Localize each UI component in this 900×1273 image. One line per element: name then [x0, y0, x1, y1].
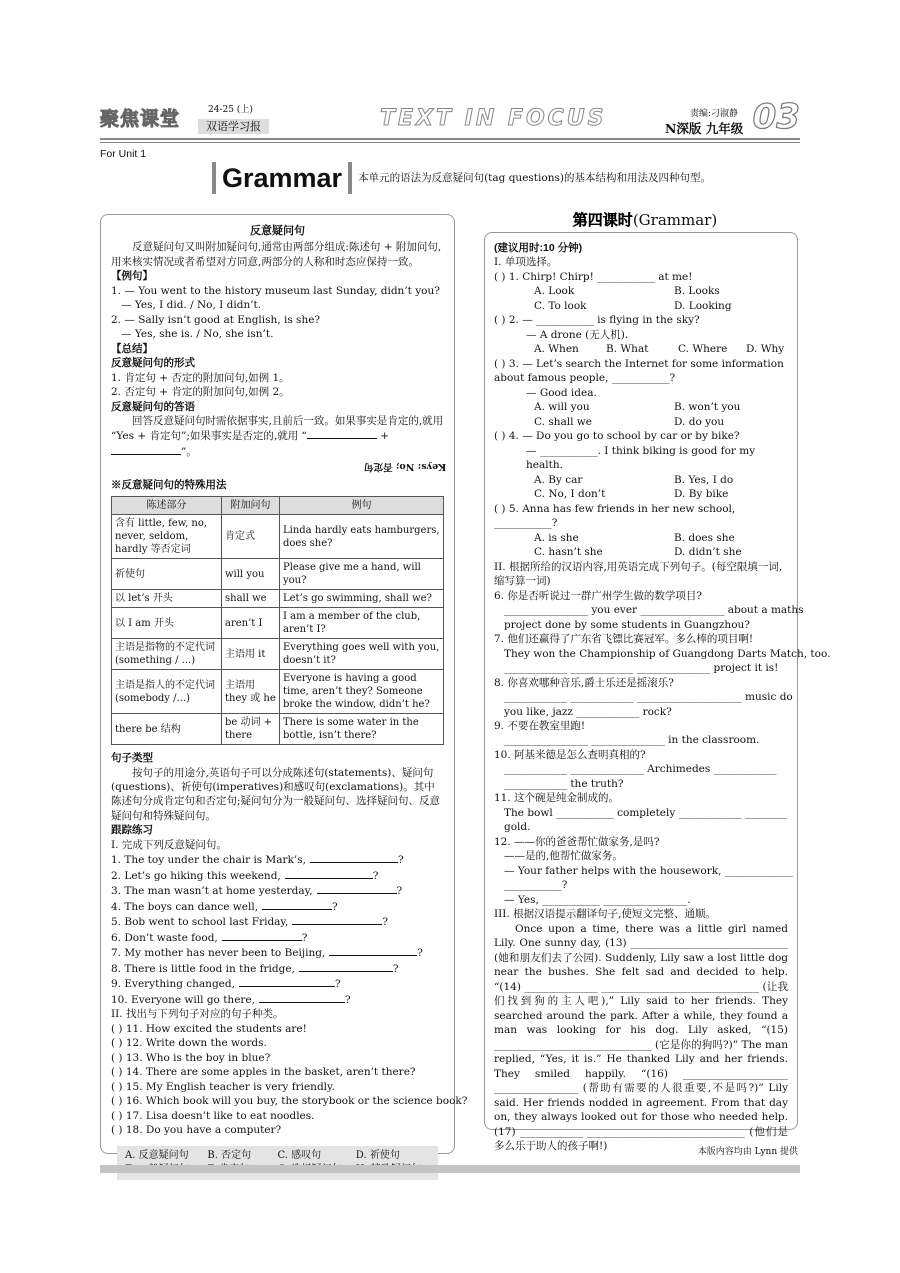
exercise-text: 6. Don’t waste food, [111, 931, 218, 944]
exercise-item: 10. Everyone will go there, ? [111, 993, 351, 1006]
translation-line: ____________ ______________ Archimedes ____________ [504, 763, 777, 776]
section-title: TEXT IN FOCUS [380, 106, 607, 131]
section1-heading: I. 单项选择。 [494, 256, 558, 269]
answer-blank [222, 930, 302, 941]
exercise-text: 2. Let’s go hiking this weekend, [111, 869, 281, 882]
translation-line: you like, jazz ____________ rock? [504, 705, 672, 718]
translation-line: They won the Championship of Guangdong Darts Match, too. [504, 647, 831, 660]
table-cell: 祈使句 [112, 559, 222, 590]
exercise-text: 4. The boys can dance well, [111, 900, 259, 913]
mc-question: ( ) 4. — Do you go to school by car or by bike? [494, 430, 740, 443]
exercise-text: 1. The toy under the chair is Mark’s, [111, 854, 306, 867]
header-rule-thin [100, 142, 800, 143]
grammar-banner [212, 160, 711, 196]
answer-blank [317, 883, 397, 894]
mc-option: B. Looks [674, 285, 720, 298]
table-cell: Let’s go swimming, shall we? [280, 590, 444, 608]
legend-item: D. 祈使句 [355, 1149, 400, 1161]
mc-option: D. do you [674, 415, 725, 428]
passage: Once upon a time, there was a little girl named Lily. One sunny day, (13) ______________________________ (她和朋友们去了公园). Suddenly, Lily saw a lost little dog near the bushes. She felt sad and decided to help. “(14) ______________ ______________________________ (让我们找到狗的主人吧),” Lily said to her friends. They searched around the park. After a while, they found a man was looking for his dog. Lily asked, “(15) ______________________________ (它是你的狗吗?)” The man replied, “Yes, it is.” He thanked Lily and her friends. They smiled happily. “(16) ____________________ ________________ (帮助有需要的人很重要,不是吗?)” Lily said. Her friends nodded in agreement. From that day on, they always looked out for those who needed help. (17) ____________ ______________________________ (他们是多么乐于助人的孩子啊!) [494, 922, 788, 1153]
translation-prompt: 9. 不要在教室里跑! [494, 719, 586, 732]
table-cell: be 动词 + there [222, 714, 280, 745]
table-cell: Linda hardly eats hamburgers, does she? [280, 515, 444, 559]
banner-title: Grammar [222, 163, 343, 193]
paper-name: 双语学习报 [198, 119, 269, 134]
table-cell: there be 结构 [112, 714, 222, 745]
example-line: 2. — Sally isn’t good at English, is she? [111, 313, 321, 326]
exercise-item: ( ) 11. How excited the students are! [111, 1022, 307, 1035]
mc-options [494, 400, 788, 429]
table-cell: 主语是指物的不定代词(something / ...) [112, 639, 222, 670]
translation-line: ________________ you ever ________________ about a maths [504, 604, 804, 617]
table-cell: 以 let’s 开头 [112, 590, 222, 608]
mc-option: B. does she [674, 531, 735, 544]
form-line: 1. 肯定句 + 否定的附加问句,如例 1。 [111, 371, 290, 384]
mc-options [494, 531, 788, 560]
example-line: — Yes, she is. / No, she isn’t. [121, 328, 274, 341]
mc-options [494, 473, 788, 502]
exercise-text: 9. Everything changed, [111, 978, 235, 991]
mc-option: A. will you [534, 401, 590, 414]
translation-line: project done by some students in Guangzhou? [504, 618, 750, 631]
table-cell: Everyone is having a good time, aren’t they? Someone broke the window, didn’t he? [280, 670, 444, 714]
exercise-item: ( ) 16. Which book will you buy, the storybook or the science book? [111, 1095, 468, 1108]
answer-blank [292, 914, 382, 925]
answer-text-b: ”。 [181, 445, 197, 458]
table-cell: 以 I am 开头 [112, 608, 222, 639]
answer-blank [259, 992, 345, 1003]
table-row [112, 670, 444, 714]
mc-question: ( ) 2. — ___________ is flying in the sky? [494, 314, 700, 327]
legend-item: C. 感叹句 [277, 1149, 322, 1161]
answer-blank [239, 976, 335, 987]
exercise-item: 7. My mother has never been to Beijing, ? [111, 947, 423, 960]
exercise-text: 7. My mother has never been to Beijing, [111, 947, 326, 960]
table-cell: Everything goes well with you, doesn’t it? [280, 639, 444, 670]
table-row [112, 515, 444, 559]
exercise-text: 3. The man wasn’t at home yesterday, [111, 885, 313, 898]
translation-list [494, 589, 831, 908]
translation-prompt: 6. 你是否听说过一群广州学生做的数学项目? [494, 589, 702, 602]
mc-option: A. When [534, 343, 579, 356]
footer-bar [100, 1165, 800, 1173]
mc-options [494, 284, 788, 313]
brand-logo: 聚焦课堂 [100, 108, 181, 130]
exercise-item: 3. The man wasn’t at home yesterday, ? [111, 885, 403, 898]
mc-options [494, 342, 788, 356]
answer-blank [285, 868, 373, 879]
exercise-item: ( ) 18. Do you have a computer? [111, 1124, 282, 1137]
translation-prompt: 11. 这个碗是纯金制成的。 [494, 792, 620, 805]
table-cell: 主语是指人的不定代词(somebody /...) [112, 670, 222, 714]
translation-line: — Yes, ___________ ________________. [504, 893, 691, 906]
translation-prompt: 7. 他们还赢得了广东省飞镖比赛冠军。多么棒的项目啊! [494, 633, 754, 646]
translation-line: ——是的,他帮忙做家务。 [504, 850, 623, 863]
exercise-item: 5. Bob went to school last Friday, ? [111, 916, 388, 929]
exercise-item: 9. Everything changed, ? [111, 978, 341, 991]
mc-option: A. By car [534, 473, 583, 486]
mc-option: C. shall we [534, 415, 593, 428]
mc-response: — Good idea. [526, 386, 597, 399]
example-line: 1. — You went to the history museum last Sunday, didn’t you? [111, 284, 440, 297]
editor-label: 责编:刁淑静 [690, 109, 739, 119]
time-hint: (建议用时:10 分钟) [494, 242, 583, 254]
masthead [100, 97, 800, 142]
part2-heading: II. 找出与下列句子对应的句子种类。 [111, 1008, 284, 1021]
exercise-item: 4. The boys can dance well, ? [111, 900, 338, 913]
table-row [112, 590, 444, 608]
sentence-types-text: 按句子的用途分,英语句子可以分成陈述句(statements)、疑问句(questions)、祈使句(imperatives)和感叹句(exclamations)。其中陈述句分成肯定句和否定句;疑问句分为一般疑问句、选择疑问句、反意疑问句和特殊疑问句。 [111, 766, 441, 822]
translation-line: ________________ ______________ in the classroom. [504, 734, 760, 747]
translation-line: gold. [504, 821, 531, 834]
mc-option: B. What [606, 343, 649, 356]
translation-line: The bowl ___________ completely ____________ ________ [504, 806, 787, 819]
table-header: 陈述部分 [112, 497, 222, 515]
page-number: 03 [752, 97, 800, 137]
answer-blank [307, 428, 377, 439]
mc-option: D. didn’t she [674, 546, 742, 559]
mc-option: B. Yes, I do [674, 473, 734, 486]
mc-option: C. Where [678, 343, 728, 356]
part2-list [111, 1022, 468, 1138]
practice-heading: 跟踪练习 [111, 824, 153, 837]
mc-option: D. Looking [674, 299, 732, 312]
translation-line: ___________? [504, 879, 568, 892]
banner-bar-right [348, 162, 352, 194]
legend-item: B. 否定句 [207, 1149, 252, 1161]
issue-label: 24-25 (上) [208, 105, 253, 115]
translation-prompt: 10. 阿基米德是怎么查明真相的? [494, 748, 646, 761]
mc-response: — ___________. I think biking is good for my health. [526, 444, 756, 472]
exercise-item: ( ) 12. Write down the words. [111, 1037, 267, 1050]
exercise-item: ( ) 15. My English teacher is very friendly. [111, 1080, 335, 1093]
table-cell: 肯定式 [222, 515, 280, 559]
mc-option: C. No, I don’t [534, 488, 606, 501]
unit-label: For Unit 1 [100, 148, 147, 160]
section3-heading: III. 根据汉语提示翻译句子,使短文完整、通顺。 [494, 908, 716, 921]
exercise-text: 8. There is little food in the fridge, [111, 962, 295, 975]
table-body [112, 515, 444, 745]
mc-option: A. Look [534, 285, 575, 298]
translation-line: ____________ ____________ ____________________ music do [504, 691, 793, 704]
answer-keys-inverted: Keys: No; 否定句 [364, 461, 447, 473]
credit-line: 本版内容均由 Lynn 提供 [697, 1147, 798, 1157]
section2-heading: II. 根据所给的汉语内容,用英语完成下列句子。(每空限填一词,缩写算一词) [494, 560, 783, 588]
translation-line: ____________ ____________ ______________ project it is! [504, 662, 779, 675]
table-row [112, 608, 444, 639]
special-usage-heading: ※反意疑问句的特殊用法 [111, 478, 227, 491]
table-cell: aren’t I [222, 608, 280, 639]
table-cell: 主语用 it [222, 639, 280, 670]
edition-label: N深版 九年级 [665, 121, 744, 136]
answer-blank [329, 945, 417, 956]
answer-blank [262, 899, 332, 910]
table-cell: Please give me a hand, will you? [280, 559, 444, 590]
table-header-row [112, 497, 444, 515]
table-row [112, 559, 444, 590]
answer-blank [299, 961, 393, 972]
table-cell: 含有 little, few, no, never, seldom, hardly 等否定词 [112, 515, 222, 559]
translation-line: — Your father helps with the housework, _____________ [504, 864, 794, 877]
exercise-item: 1. The toy under the chair is Mark’s, ? [111, 854, 404, 867]
exercise-item: 8. There is little food in the fridge, ? [111, 962, 399, 975]
table-cell: shall we [222, 590, 280, 608]
mc-question: ( ) 1. Chirp! Chirp! ___________ at me! [494, 270, 693, 283]
mc-option: D. By bike [674, 488, 729, 501]
lesson-title [540, 210, 750, 232]
lesson-title-sub: (Grammar) [632, 211, 718, 229]
table-header: 附加问句 [222, 497, 280, 515]
mc-option: B. won’t you [674, 401, 741, 414]
exercise-item: 6. Don’t waste food, ? [111, 931, 308, 944]
answer-text-a: 回答反意疑问句时需依据事实,且前后一致。如果事实是肯定的,就用 “Yes + 肯定句”;如果事实是否定的,就用 “ [111, 414, 444, 443]
header-rule [100, 138, 800, 140]
notes-intro: 反意疑问句又叫附加疑问句,通常由两部分组成:陈述句 + 附加问句,用来核实情况或者希望对方同意,两部分的人称和时态应保持一致。 [111, 241, 442, 268]
table-row [112, 714, 444, 745]
answer-blank [310, 852, 398, 863]
mc-question: ( ) 3. — Let’s search the Internet for some information about famous people, ___________? [494, 357, 784, 385]
mc-response: — A drone (无人机). [526, 328, 629, 341]
exercise-item: ( ) 13. Who is the boy in blue? [111, 1051, 271, 1064]
translation-line: ____________ the truth? [504, 777, 624, 790]
form-heading: 反意疑问句的形式 [111, 357, 195, 370]
answer-text: 回答反意疑问句时需依据事实,且前后一致。如果事实是肯定的,就用 “Yes + 肯定句”;如果事实是否定的,就用 “ + ”。 [111, 414, 444, 458]
sentence-types-heading: 句子类型 [111, 752, 153, 765]
sentence-type-legend [117, 1146, 438, 1181]
table-cell: There is some water in the bottle, isn’t there? [280, 714, 444, 745]
notes-title: 反意疑问句 [250, 224, 305, 237]
special-usage-table [111, 496, 444, 745]
lesson-title-main: 第四课时 [572, 212, 633, 229]
translation-prompt: 12. ——你的爸爸帮忙做家务,是吗? [494, 835, 660, 848]
table-header: 例句 [280, 497, 444, 515]
translation-prompt: 8. 你喜欢哪种音乐,爵士乐还是摇滚乐? [494, 676, 674, 689]
table-cell: 主语用 they 或 he [222, 670, 280, 714]
summary-heading: 【总结】 [111, 342, 153, 355]
mc-question: ( ) 5. Anna has few friends in her new school, ___________? [494, 502, 736, 530]
multiple-choice-list [494, 270, 788, 560]
example-line: — Yes, I did. / No, I didn’t. [121, 299, 262, 312]
form-line: 2. 否定句 + 肯定的附加问句,如例 2。 [111, 386, 290, 399]
answer-blank [111, 444, 181, 455]
mc-option: C. To look [534, 299, 587, 312]
table-cell: I am a member of the club, aren’t I? [280, 608, 444, 639]
mc-option: D. Why [746, 343, 785, 356]
examples-heading: 【例句】 [111, 270, 153, 283]
grammar-notes-box [100, 214, 468, 1161]
banner-description: 本单元的语法为反意疑问句(tag questions)的基本结构和用法及四种句型。 [358, 171, 711, 184]
exercise-item: ( ) 14. There are some apples in the basket, aren’t there? [111, 1066, 416, 1079]
mc-option: A. is she [534, 531, 579, 544]
exercise-item: ( ) 17. Lisa doesn’t like to eat noodles. [111, 1109, 315, 1122]
exercise-item: 2. Let’s go hiking this weekend, ? [111, 869, 379, 882]
mc-option: C. hasn’t she [534, 546, 603, 559]
table-row [112, 639, 444, 670]
exercise-text: 5. Bob went to school last Friday, [111, 916, 289, 929]
table-cell: will you [222, 559, 280, 590]
answer-heading: 反意疑问句的答语 [111, 400, 195, 413]
part1-heading: I. 完成下列反意疑问句。 [111, 838, 227, 851]
exercise-text: 10. Everyone will go there, [111, 993, 255, 1006]
legend-item: A. 反意疑问句 [125, 1149, 189, 1161]
part1-list [111, 852, 444, 1007]
